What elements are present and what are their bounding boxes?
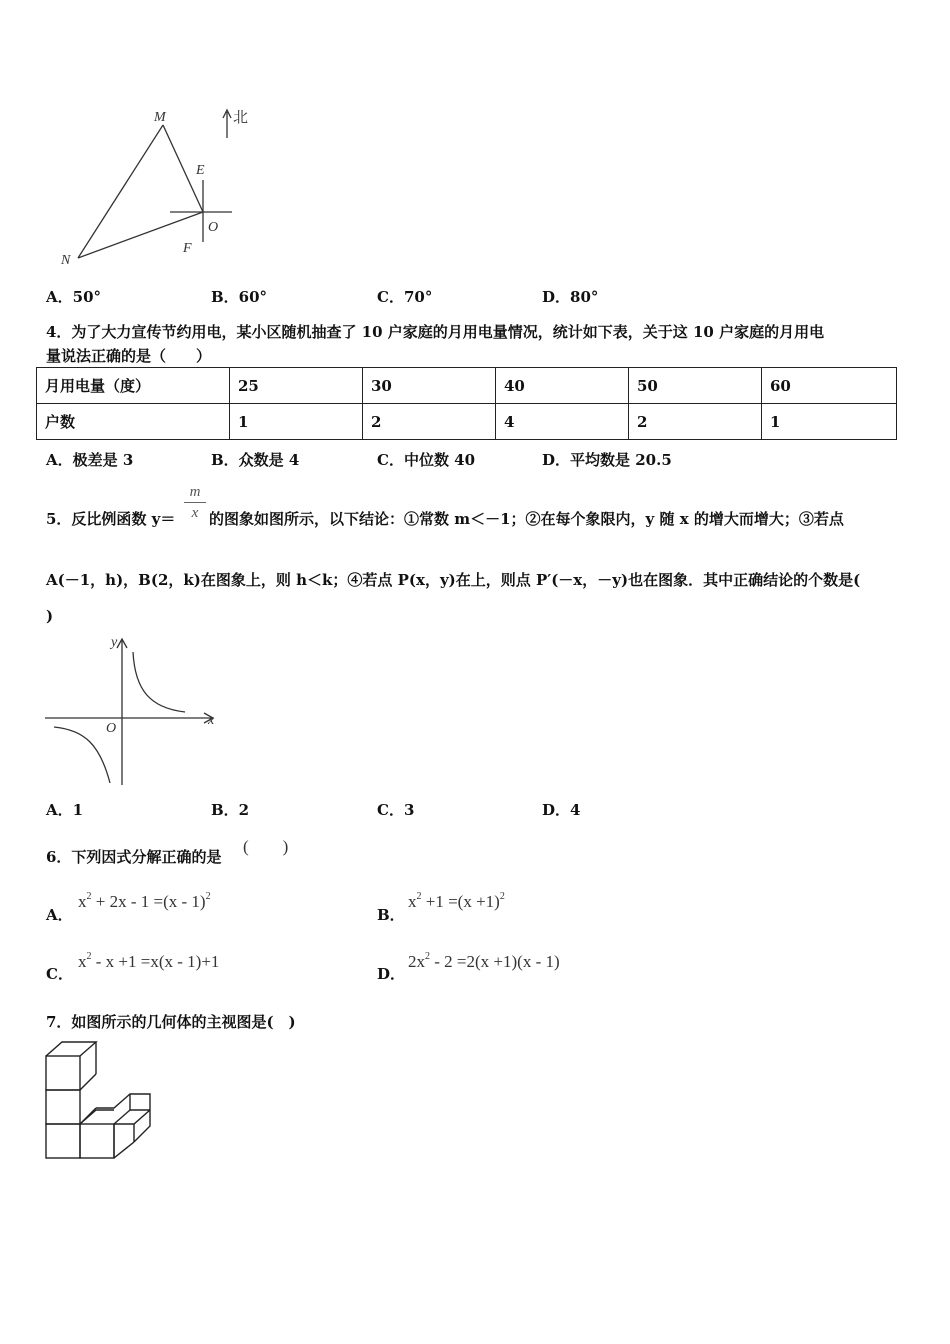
table-row <box>37 404 897 440</box>
label-o: O <box>208 220 219 235</box>
exponent: 2 <box>86 951 92 962</box>
table-cell: 40 <box>496 368 629 404</box>
q6-option-b-expr <box>408 891 505 912</box>
math-term: +1 =(x +1) <box>425 892 500 911</box>
axis-label-x: x <box>208 713 215 728</box>
exponent: 2 <box>205 891 211 902</box>
q5-option-b: B．2 <box>211 801 250 819</box>
table-cell: 50 <box>629 368 762 404</box>
fraction-denominator: x <box>191 505 199 521</box>
table-cell: 1 <box>230 404 363 440</box>
q6-option-d-label: D． <box>377 965 406 983</box>
q4-option-c: C．中位数 40 <box>377 451 476 469</box>
exponent: 2 <box>499 891 505 902</box>
q5-stem-pre: 5．反比例函数 y＝ <box>46 510 176 528</box>
q6-option-d-expr <box>408 951 560 972</box>
table-cell: 25 <box>230 368 363 404</box>
exponent: 2 <box>86 891 92 902</box>
origin-label: O <box>106 721 117 736</box>
table-cell: 60 <box>762 368 897 404</box>
q3-option-d: D．80° <box>542 288 599 306</box>
table-cell: 2 <box>363 404 496 440</box>
fraction-numerator: m <box>189 484 201 500</box>
q3-option-b: B．60° <box>211 288 268 306</box>
table-cell: 月用电量（度） <box>37 368 230 404</box>
q6-option-c-expr <box>78 951 219 972</box>
q4-stem-line2: 量说法正确的是（ ） <box>46 347 212 365</box>
math-term: 2x <box>408 952 425 971</box>
q6-option-b-label: B． <box>377 906 405 924</box>
q5-option-d: D．4 <box>542 801 581 819</box>
q6-option-c-label: C． <box>46 965 73 983</box>
axis-label-y: y <box>111 635 118 650</box>
q4-table <box>36 367 897 440</box>
q5-option-a: A．1 <box>46 801 84 819</box>
q6-stem: 6．下列因式分解正确的是 <box>46 848 222 866</box>
table-cell: 4 <box>496 404 629 440</box>
table-cell: 户数 <box>37 404 230 440</box>
q5-fraction <box>184 483 206 522</box>
label-e: E <box>196 163 205 178</box>
math-term: - 2 =2(x +1)(x - 1) <box>434 952 560 971</box>
q4-option-a: A．极差是 3 <box>46 451 134 469</box>
math-term: - x +1 =x(x - 1)+1 <box>95 952 220 971</box>
q4-stem-line1: 4．为了大力宣传节约用电，某小区随机抽查了 10 户家庭的月用电量情况，统计如下表，关于这 10 户家庭的月用电 <box>46 323 825 341</box>
q4-option-d: D．平均数是 20.5 <box>542 451 672 469</box>
q6-paren: ( ) <box>243 837 289 856</box>
table-cell: 2 <box>629 404 762 440</box>
math-term: x <box>78 952 87 971</box>
q5-stem-post: 的图象如图所示，以下结论：①常数 m＜－1；②在每个象限内，y 随 x 的增大而增大；③若点 <box>209 510 844 528</box>
math-term: x <box>78 892 87 911</box>
q5-stem-line3: ) <box>46 607 54 625</box>
label-m: M <box>154 110 166 125</box>
q4-option-b: B．众数是 4 <box>211 451 300 469</box>
table-cell: 30 <box>363 368 496 404</box>
fraction-bar <box>184 502 206 503</box>
label-n: N <box>61 253 71 268</box>
q3-option-c: C．70° <box>377 288 433 306</box>
q3-compass-figure <box>50 100 270 275</box>
table-cell: 1 <box>762 404 897 440</box>
q7-stem: 7．如图所示的几何体的主视图是( ) <box>46 1013 296 1031</box>
q3-option-a: A．50° <box>46 288 102 306</box>
label-north: 北 <box>233 110 249 126</box>
exponent: 2 <box>416 891 422 902</box>
q5-hyperbola-graph <box>40 630 225 790</box>
math-term: x <box>408 892 417 911</box>
q6-option-a-expr <box>78 891 211 912</box>
label-f: F <box>183 241 192 256</box>
q5-stem-line2: A(－1，h)，B(2，k)在图象上，则 h＜k；④若点 P(x，y)在上，则点 P′(－x，－y)也在图象．其中正确结论的个数是( <box>46 571 861 589</box>
q5-option-c: C．3 <box>377 801 415 819</box>
q6-option-a-label: A． <box>46 906 73 924</box>
exponent: 2 <box>425 951 430 962</box>
table-row <box>37 368 897 404</box>
q7-cube-solid-figure <box>44 1040 159 1162</box>
math-term: + 2x - 1 =(x - 1) <box>95 892 206 911</box>
